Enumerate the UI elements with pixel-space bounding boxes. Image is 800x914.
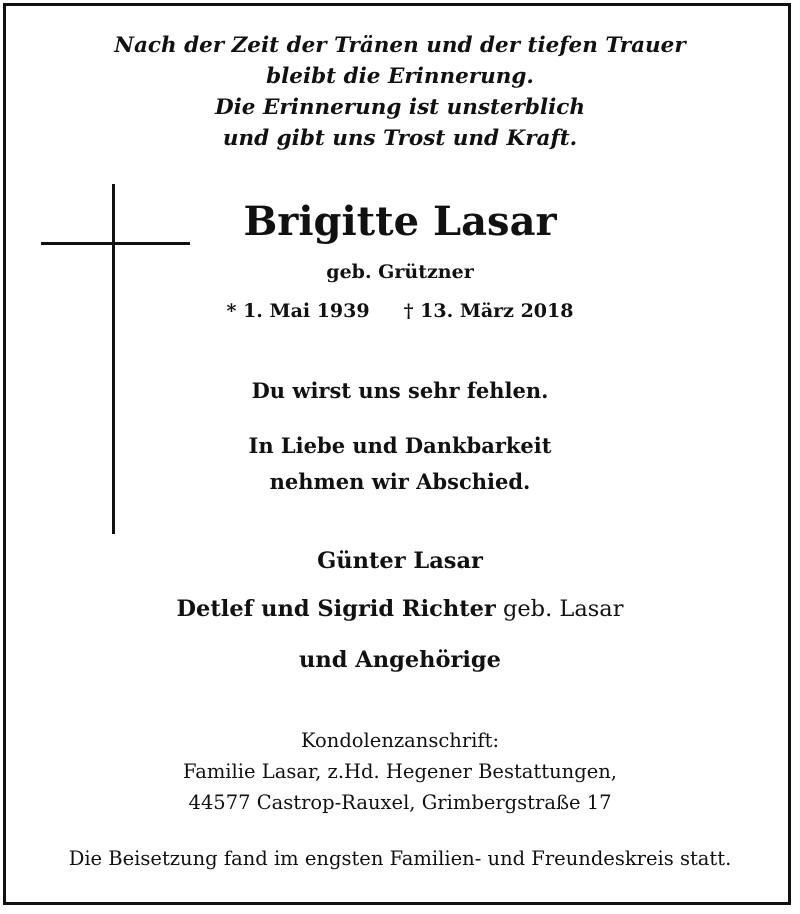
poem-line-3: Die Erinnerung ist unsterblich [215,95,585,120]
condolence-line-1: Familie Lasar, z.Hd. Hegener Bestattungen, [182,760,617,783]
maiden-name: geb. Grützner [326,261,474,283]
deceased-name: Brigitte Lasar [243,198,557,245]
death-date: † 13. März 2018 [403,300,574,322]
mourner-relatives: und Angehörige [299,647,501,673]
condolence-line-2: 44577 Castrop-Rauxel, Grimbergstraße 17 [188,791,612,814]
mourner-richter [0,592,800,626]
miss-message: Du wirst uns sehr fehlen. [251,378,549,403]
burial-note: Die Beisetzung fand im engsten Familien- und Freundeskreis statt. [68,847,732,870]
farewell-line-1: In Liebe und Dankbarkeit [248,433,552,458]
poem-line-4: und gibt uns Trost und Kraft. [222,126,578,151]
poem-line-1: Nach der Zeit der Tränen und der tiefen Trauer [114,33,686,58]
poem [0,30,800,154]
farewell-message [0,428,800,500]
mourner-richter-names: Detlef und Sigrid Richter [176,596,496,622]
mourner-gunter: Günter Lasar [317,548,483,574]
life-dates [0,297,800,325]
birth-date: * 1. Mai 1939 [226,300,370,322]
farewell-line-2: nehmen wir Abschied. [269,469,531,494]
condolence-address [0,725,800,818]
condolence-label: Kondolenzanschrift: [300,729,500,752]
mourner-richter-maiden: geb. Lasar [502,596,624,622]
poem-line-2: bleibt die Erinnerung. [266,64,534,89]
